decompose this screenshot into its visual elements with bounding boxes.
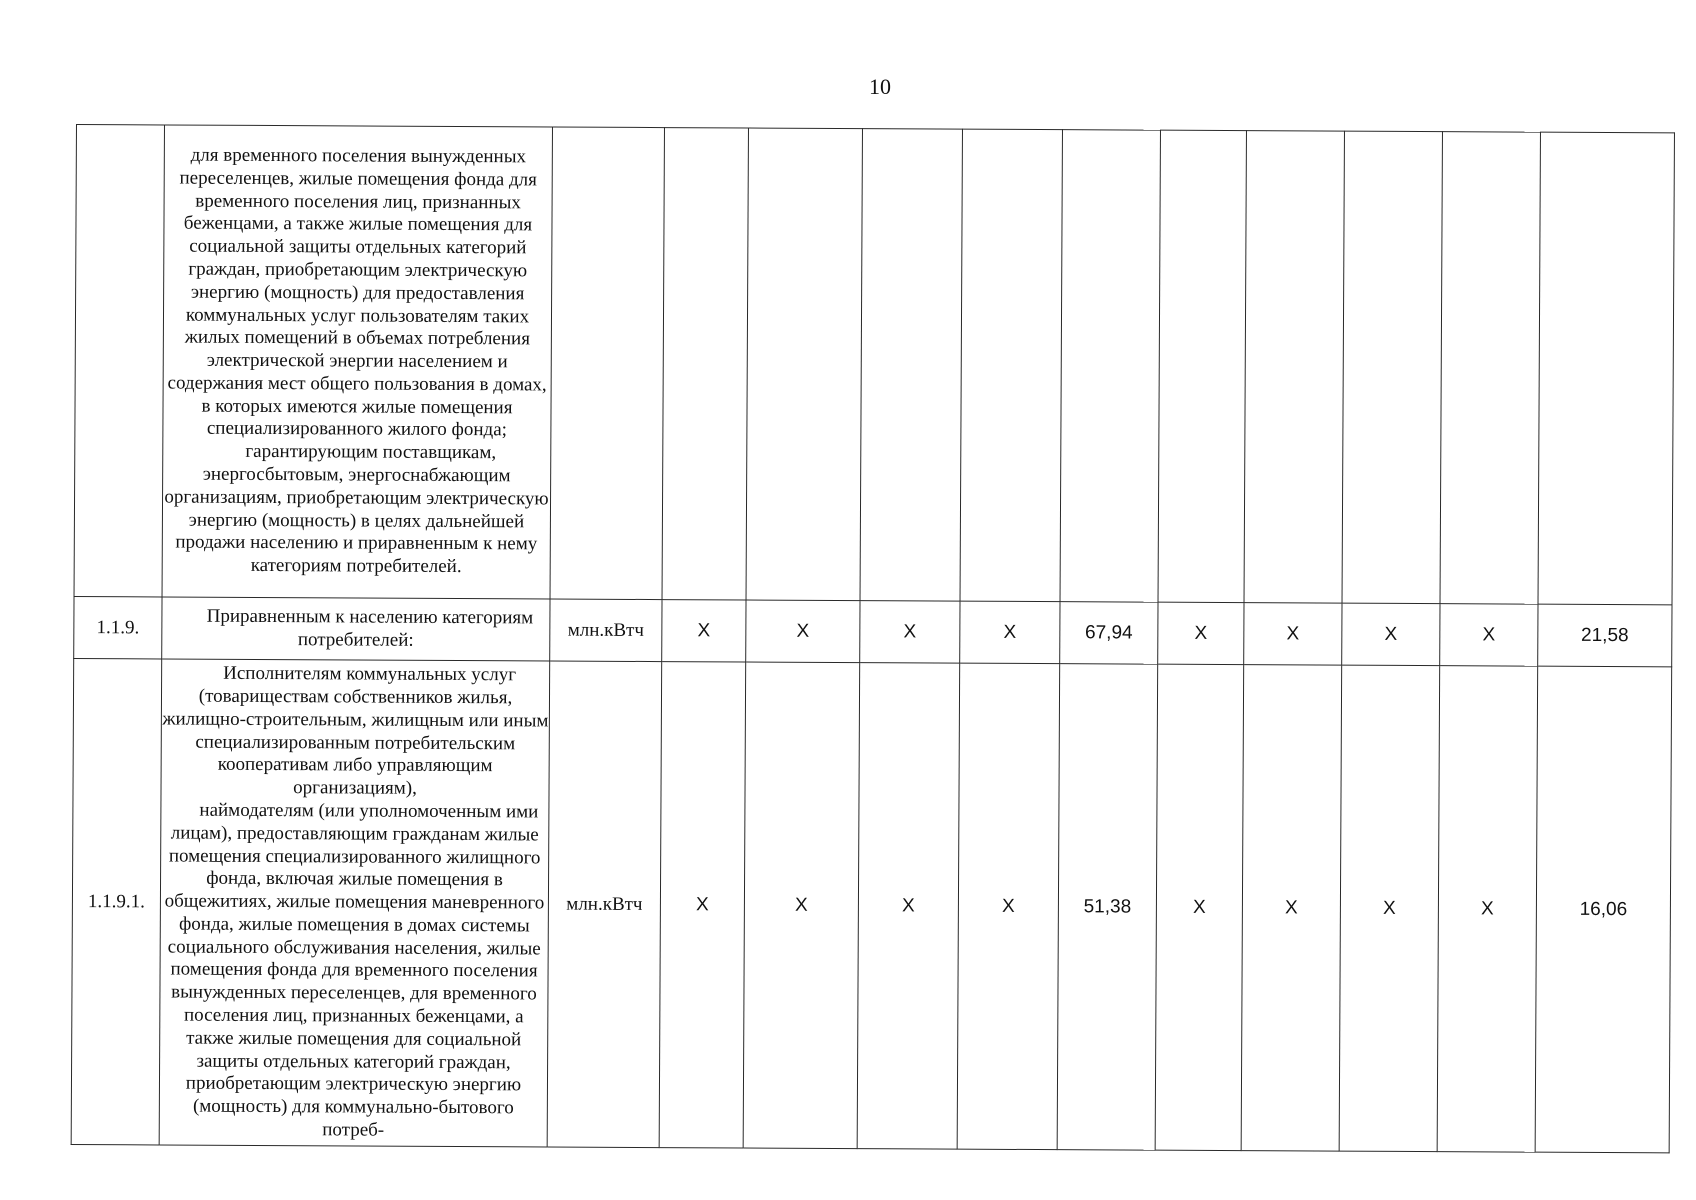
- table-row: [74, 125, 1674, 605]
- value-cell: [746, 128, 862, 601]
- value-cell: X: [1158, 602, 1244, 664]
- table-row: [71, 658, 1672, 1152]
- description-cell: [159, 659, 550, 1147]
- value-cell: X: [1437, 666, 1538, 1153]
- value-cell: X: [1342, 603, 1440, 666]
- value-cell: X: [857, 663, 960, 1150]
- value-cell: X: [659, 662, 746, 1148]
- value-cell: [1342, 131, 1442, 604]
- unit-cell: млн.кВтч: [547, 661, 662, 1148]
- description-cell: [162, 125, 552, 599]
- description-paragraph: для временного поселения вынужденных переселенцев, жилые помещения фонда для временного поселения лиц, признанных беженцами, а также жилые помещения для социальной защиты отдельных категорий граждан, приобретающим электрическую энергию (мощность) для предоставления коммунальных услуг пользователям таких жилых помещений в объемах потребления электрической энергии населением и содержания мест общего пользования в домах, в которых имеются жилые помещения специализированного жилого фонда;: [167, 144, 547, 441]
- table-row: [74, 596, 1672, 666]
- value-cell: [1060, 130, 1160, 603]
- row-number-cell: 1.1.9.1.: [71, 658, 162, 1144]
- value-cell: 21,58: [1538, 604, 1672, 667]
- description-paragraph: Исполнителям коммунальных услуг (товариществам собственников жилья, жилищно-строительным, жилищным или иным специализированным потребительским кооперативам либо управляющим организациям),: [162, 662, 549, 799]
- value-cell: X: [1244, 603, 1342, 666]
- value-cell: X: [957, 663, 1060, 1150]
- value-cell: X: [1339, 665, 1440, 1152]
- value-cell: [662, 128, 748, 600]
- row-number-cell: 1.1.9.: [74, 596, 162, 658]
- value-cell: [960, 129, 1062, 602]
- value-cell: X: [1440, 604, 1538, 667]
- page-number: 10: [869, 74, 891, 99]
- value-cell: X: [662, 600, 746, 662]
- value-cell: X: [860, 601, 960, 664]
- value-cell: 16,06: [1535, 666, 1672, 1153]
- unit-cell: [550, 127, 664, 600]
- value-cell: 67,94: [1060, 602, 1158, 665]
- value-cell: X: [1155, 664, 1244, 1150]
- value-cell: X: [1241, 665, 1342, 1152]
- description-paragraph: гарантирующим поставщикам, энергосбытовым, энергоснабжающим организациям, приобретающим электрическую энергию (мощность) в целях дальнейшей продажи населению и приравненным к нему категориям потребителей.: [164, 441, 549, 578]
- value-cell: X: [960, 601, 1060, 664]
- row-number-cell: [74, 125, 164, 597]
- value-cell: X: [746, 600, 860, 663]
- value-cell: [1244, 131, 1344, 604]
- value-cell: [1440, 132, 1540, 605]
- unit-cell: млн.кВтч: [550, 599, 662, 662]
- value-cell: X: [743, 662, 860, 1149]
- description-cell: [162, 597, 550, 661]
- value-cell: [1158, 130, 1246, 602]
- tariff-table: [71, 124, 1675, 1153]
- description-paragraph: Приравненным к населению категориям потребителей:: [206, 605, 534, 651]
- value-cell: [1538, 132, 1674, 605]
- value-cell: 51,38: [1057, 664, 1158, 1151]
- value-cell: [860, 129, 962, 602]
- description-paragraph: наймодателям (или уполномоченным ими лицам), предоставляющим гражданам жилые помещения специализированного жилищного фонда, включая жилые помещения в общежитиях, жилые помещения маневренного фонда, жилые помещения в домах системы социального обслуживания населения, жилые помещения фонда для временного поселения вынужденных переселенцев, для временного поселения лиц, признанных беженцами, а также жилые помещения для социальной защиты отдельных категорий граждан, приобретающим электрическую энергию (мощность) для коммунально-бытового потреб-: [164, 799, 545, 1141]
